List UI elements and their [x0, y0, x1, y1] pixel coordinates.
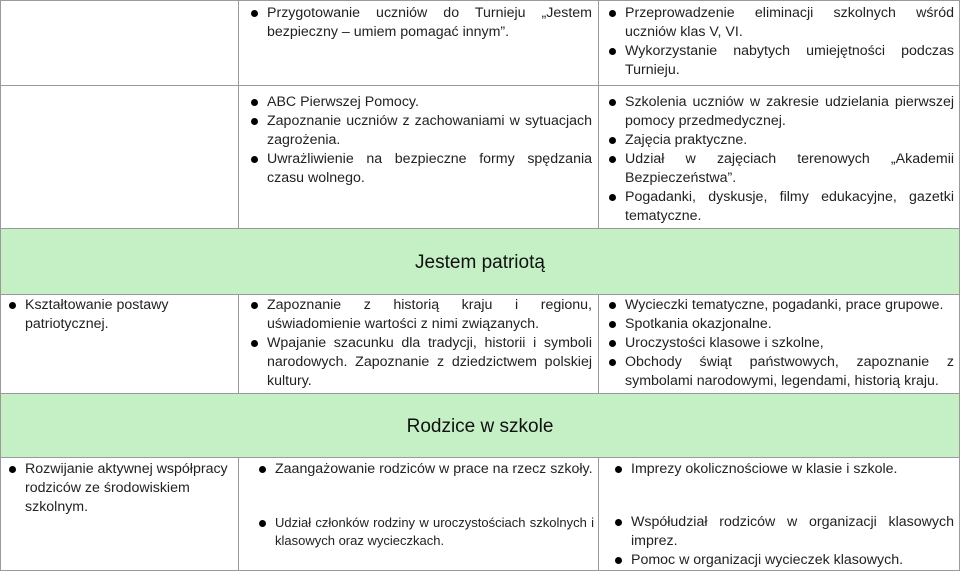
list-item: Wykorzystanie nabytych umiejętności podczas Turnieju. [604, 42, 954, 80]
list-item: Spotkania okazjonalne. [604, 315, 954, 334]
table-border [598, 294, 599, 393]
activities-cell [610, 460, 954, 479]
list-item: Zaangażowanie rodziców w prace na rzecz szkoły. [254, 460, 594, 479]
list-item: Obchody świąt państwowych, zapoznanie z symbolami narodowymi, legendami, historią kraju. [604, 353, 954, 391]
list-item: Uroczystości klasowe i szkolne, [604, 334, 954, 353]
goals-cell [246, 296, 592, 391]
section-band-patriotism [0, 228, 960, 294]
table-border [0, 228, 960, 229]
area-cell [4, 296, 232, 334]
list-item: Wycieczki tematyczne, pogadanki, prace grupowe. [604, 296, 954, 315]
table-border [238, 457, 239, 571]
list-item: Szkolenia uczniów w zakresie udzielania pierwszej pomocy przedmedycznej. [604, 93, 954, 131]
activities-cell [610, 513, 954, 570]
section-heading: Rodzice w szkole [406, 416, 554, 437]
list-item: Pomoc w organizacji wycieczek klasowych. [610, 551, 954, 570]
list-item: ABC Pierwszej Pomocy. [246, 93, 592, 112]
goals-cell [254, 514, 594, 549]
table-border [0, 0, 1, 571]
table-border [238, 0, 239, 228]
list-item: Zapoznanie z historią kraju i regionu, uświadomienie wartości z nimi związanych. [246, 296, 592, 334]
list-item: Imprezy okolicznościowe w klasie i szkole. [610, 460, 954, 479]
list-item: Współudział rodziców w organizacji klasowych imprez. [610, 513, 954, 551]
list-item: Zajęcia praktyczne. [604, 131, 954, 150]
goals-cell [246, 4, 592, 42]
activities-cell [604, 4, 954, 80]
list-item: Rozwijanie aktywnej współpracy rodziców ze środowiskiem szkolnym. [4, 460, 232, 517]
section-band-parents [0, 393, 960, 457]
list-item: Uwrażliwienie na bezpieczne formy spędzania czasu wolnego. [246, 150, 592, 188]
list-item: Zapoznanie uczniów z zachowaniami w sytuacjach zagrożenia. [246, 112, 592, 150]
list-item: Przeprowadzenie eliminacji szkolnych wśród uczniów klas V, VI. [604, 4, 954, 42]
goals-cell [246, 93, 592, 188]
list-item: Pogadanki, dyskusje, filmy edukacyjne, gazetki tematyczne. [604, 188, 954, 226]
table-border [0, 85, 960, 86]
table-border [0, 393, 960, 394]
activities-cell [604, 296, 954, 391]
list-item: Wpajanie szacunku dla tradycji, historii i symboli narodowych. Zapoznanie z dziedzictwem polskiej kultury. [246, 334, 592, 391]
table-border [598, 457, 599, 571]
activities-cell [604, 93, 954, 226]
table-border [0, 457, 960, 458]
list-item: Udział członków rodziny w uroczystościach szkolnych i klasowych oraz wycieczkach. [254, 514, 594, 549]
table-border [0, 294, 960, 295]
list-item: Przygotowanie uczniów do Turnieju „Jestem bezpieczny – umiem pomagać innym”. [246, 4, 592, 42]
table-border [238, 294, 239, 393]
section-heading: Jestem patriotą [415, 252, 545, 273]
area-cell [4, 460, 232, 517]
list-item: Udział w zajęciach terenowych „Akademii Bezpieczeństwa”. [604, 150, 954, 188]
goals-cell [254, 460, 594, 479]
table-border [0, 0, 960, 1]
table-border [598, 0, 599, 228]
list-item: Kształtowanie postawy patriotycznej. [4, 296, 232, 334]
